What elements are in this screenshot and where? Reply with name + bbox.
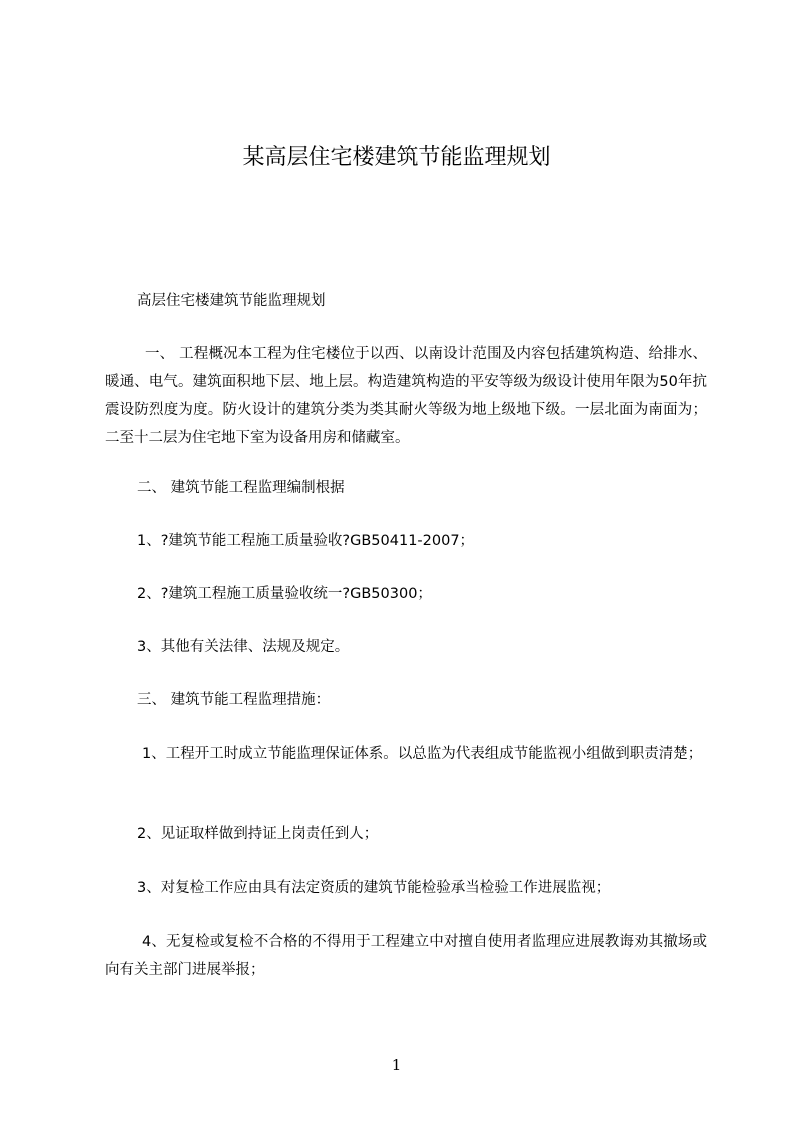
measure-item-3: 3、对复检工作应由具有法定资质的建筑节能检验承当检验工作进展监视；	[137, 880, 611, 896]
page-number: 1	[391, 1056, 402, 1074]
document-subtitle: 高层住宅楼建筑节能监理规划	[137, 293, 326, 309]
basis-item-2: 2、?建筑工程施工质量验收统一?GB50300；	[137, 586, 432, 602]
document-title: 某高层住宅楼建筑节能监理规划	[242, 145, 551, 170]
section-1-overview: 一、 工程概况本工程为住宅楼位于以西、以南设计范围及内容包括建筑构造、给排水、暖通、电气。建筑面积地下层、地上层。构造建筑构造的平安等级为级设计使用年限为50年抗震设防烈度为度。防火设计的建筑分类为类其耐火等级为地上级地下级。一层北面为南面为；二至十二层为住宅地下室为设备用房和储藏室。	[105, 346, 707, 446]
measure-item-4: 4、无复检或复检不合格的不得用于工程建立中对擅自使用者监理应进展教诲劝其撤场或向有关主部门进展举报；	[105, 934, 707, 978]
measure-item-2: 2、见证取样做到持证上岗责任到人；	[137, 826, 379, 842]
basis-item-1: 1、?建筑节能工程施工质量验收?GB50411-2007；	[137, 533, 475, 549]
measure-item-1: 1、工程开工时成立节能监理保证体系。以总监为代表组成节能监视小组做到职责清楚；	[142, 746, 703, 762]
section-2-heading: 二、 建筑节能工程监理编制根据	[137, 480, 345, 496]
section-3-heading: 三、 建筑节能工程监理措施：	[137, 692, 331, 708]
basis-item-3: 3、其他有关法律、法规及规定。	[137, 639, 350, 655]
